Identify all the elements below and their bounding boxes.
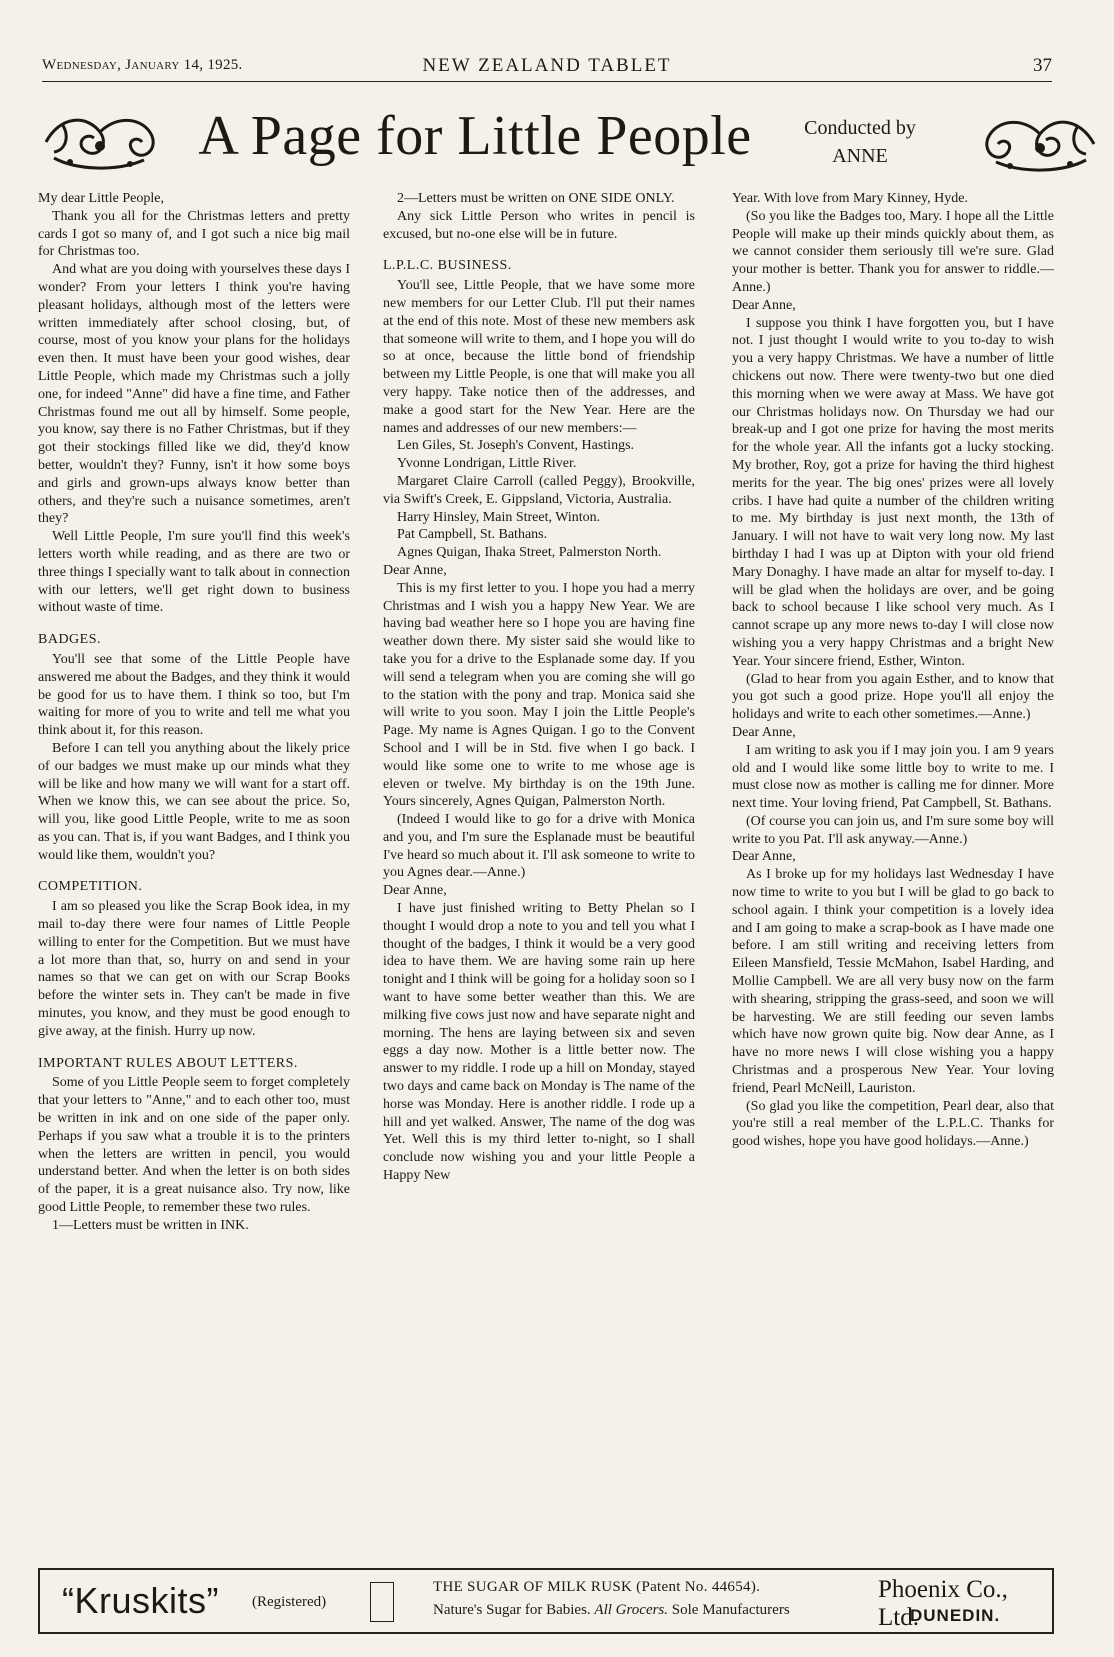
paragraph: Any sick Little Person who writes in pencil is excused, but no-one else will be in future. (383, 208, 695, 242)
rule-item: 2—Letters must be written on ONE SIDE ONLY. (397, 191, 675, 206)
paragraph: You'll see that some of the Little People have answered me about the Badges, and they think it would be good for us to have them. I think so too, but I'm waiting for more of you to write and tell me what you think about it, for this reason. (38, 651, 350, 739)
byline-name: ANNE (832, 145, 888, 167)
paragraph: Well Little People, I'm sure you'll find this week's letters worth while reading, and as there are two or three things I specially want to talk about in connection with our letters, we'll get right down to business without waste of time. (38, 529, 350, 616)
letter-salutation: Dear Anne, (383, 562, 447, 578)
ad-tagline-a: Nature's Sugar for Babies. (433, 1602, 595, 1618)
letter-salutation: Dear Anne, (732, 297, 796, 313)
ad-registered: (Registered) (252, 1594, 327, 1610)
section-heading-badges: BADGES. (38, 632, 102, 648)
editor-reply: (Glad to hear from you again Esther, and to know that you got such a good prize. Hope you'll all enjoy the holidays and write to each other sometimes.—Anne.) (732, 671, 1054, 723)
column-2 (383, 190, 695, 1185)
letter-salutation: Dear Anne, (383, 883, 447, 899)
editor-reply: (So glad you like the competition, Pearl dear, also that you're still a real member of the L.P.L.C. Thanks for good wishes, hope you have good holidays.—Anne.) (732, 1098, 1054, 1150)
member-entry: Yvonne Londrigan, Little River. (397, 456, 577, 472)
column-3 (732, 190, 1054, 1151)
ad-brand: “Kruskits” (62, 1580, 219, 1621)
letter-body: As I broke up for my holidays last Wednesday I have now time to write to you but I will be glad to go back to school again. I think your competition is a lovely idea and I am going to make a scrap-book as I have made one before. I am still writing and receiving letters from Eileen Mansfield, Tessie McMahon, Isabel Harding, and Mollie Campbell. We are all very busy now on the farm with shearing, stripping the grass-seed, and soon we will be harvesting. We are still feeding our seven lambs which have now grown quite big. Now dear Anne, as I have no more news I will close wishing you a happy Christmas and a prosperous New Year. Your loving friend, Pearl McNeill, Lauriston. (732, 867, 1054, 1096)
byline (790, 114, 930, 170)
ad-box-icon (370, 1582, 394, 1622)
letter-salutation: Dear Anne, (732, 724, 796, 740)
member-entry: Pat Campbell, St. Bathans. (397, 527, 548, 543)
issue-date: Wednesday, January 14, 1925. (42, 57, 243, 73)
letter-body: I have just finished writing to Betty Phelan so I thought I would drop a note to you and tell you what I thought of the badges, I think it would be a very good idea to have them. We are having some rain up here tonight and I think will be going for a holiday soon so I want to have some better weather than this. We are milking five cows just now and have separate night and morning. The hens are laying between six and seven eggs a day now. Mother is a little better now. The answer to my riddle. I rode up a hill on Monday, stayed two days and came back on Monday is The name of the horse was Monday. Here is another riddle. I rode up a hill and yet walked. Answer, The name of the dog was Yet. Well this is my third letter to-night, so I shall conclude now wishing you and your little People a Happy New (383, 901, 695, 1184)
paragraph: Thank you all for the Christmas letters and pretty cards I got so many of, and I got such a nice big mail for Christmas too. (38, 208, 350, 260)
section-heading-competition: COMPETITION. (38, 879, 143, 895)
byline-conducted: Conducted by (804, 117, 916, 139)
editor-reply: (Indeed I would like to go for a drive with Monica and you, and I'm sure the Esplanade must be beautiful I've heard so much about it. I'll ask someone to write to you Agnes dear.—Anne.) (383, 812, 695, 881)
ad-tagline-c: Sole Manufacturers (668, 1602, 790, 1618)
ad-tagline-b: All Grocers. (594, 1602, 669, 1618)
salutation: My dear Little People, (38, 191, 164, 206)
editor-reply: (Of course you can join us, and I'm sure some boy will write to you Pat. I'll ask anyway.—Anne.) (732, 813, 1054, 847)
member-entry: Harry Hinsley, Main Street, Winton. (397, 509, 601, 525)
ad-product-line: THE SUGAR OF MILK RUSK (Patent No. 44654). (433, 1579, 761, 1595)
masthead (42, 55, 1052, 82)
page-number: 37 (1033, 55, 1052, 76)
page-title: A Page for Little People (198, 105, 752, 167)
rule-item: 1—Letters must be written in INK. (52, 1217, 249, 1233)
letter-body: Year. With love from Mary Kinney, Hyde. (732, 191, 968, 206)
letter-body: I suppose you think I have forgotten you, but I have not. I just thought I would write to you to-day to wish you a very happy Christmas. We have a number of little chickens out now. There were twenty-two but one died this morning when we were away at Mass. We have got our Christmas holidays now. On Thursday we had our break-up and I got one prize for having the most merits for the whole year. All the infants got a lucky stocking. My brother, Roy, got a prize for having the third highest merits for the year. The big ones' prizes were all lovely cribs. I have had quite a number of the children writing to me. My birthday is just next month, the 13th of January. I will not have to wait very long now. My last birthday I had I was up at Dipton with your old friend Mary Donaghy. I have made an altar for myself to-day. I will be glad when the holidays are over, and be going back to school because I like school very much. As I cannot scrape up any more news to-day I will close now wishing you a very happy Christmas and a bright New Year. Your sincere friend, Esther, Winton. (732, 315, 1054, 669)
ornament-scroll-left-icon (40, 106, 158, 178)
letter-salutation: Dear Anne, (732, 849, 796, 865)
ad-tagline (433, 1602, 790, 1619)
ad-company: Phoenix Co., Ltd. (878, 1576, 1008, 1631)
letter-body: This is my first letter to you. I hope you had a merry Christmas and I wish you a happy New Year. We are having bad weather here so I hope you are having fine weather down there. My sister said she would like to take you for a drive to the Esplanade some day. If you will send a telegram when you are coming she will go to the station with the pony and trap. Monica said she will write to you soon. May I join the Little People's Page. My name is Agnes Quigan. I go to the Convent School and I will be in Std. five when I go back. I would like some one to write to me whose age is eleven or twelve. My birthday is on the 19th June. Yours sincerely, Agnes Quigan, Palmerston North. (383, 580, 695, 810)
paragraph: You'll see, Little People, that we have some more new members for our Letter Club. I'll put their names at the end of this note. Most of these new members ask that someone will write to them, and I hope you will do so at once, because the little bond of friendship between my Little People, is one that will make you all very happy. Take notice then of the addresses, and make a good start for the New Year. Here are the names and addresses of our new members:— (383, 278, 695, 436)
page-header (20, 100, 1094, 186)
ornament-scroll-right-icon (982, 108, 1100, 180)
member-entry: Len Giles, St. Joseph's Convent, Hastings. (397, 438, 635, 454)
advertisement (38, 1568, 1054, 1634)
member-entry: Margaret Claire Carroll (called Peggy), Brookville, via Swift's Creek, E. Gippsland, Victoria, Australia. (383, 473, 695, 507)
ad-city: DUNEDIN. (910, 1606, 1001, 1625)
newspaper-name: NEW ZEALAND TABLET (422, 55, 672, 76)
letter-body: I am writing to ask you if I may join you. I am 9 years old and I would like some little boy to write to me. I must close now as mother is calling me for dinner. More next time. Your loving friend, Pat Campbell, St. Bathans. (732, 742, 1054, 812)
paragraph: Some of you Little People seem to forget completely that your letters to "Anne," and to each other too, must be written in ink and on one side of the paper only. Perhaps if you saw what a trouble it is to the printers when the letters are written in pencil, you would understand better. And when the letter is on both sides of the paper, it is a great nuisance also. Try now, like good Little People, to remember these two rules. (38, 1075, 350, 1216)
section-heading-rules: IMPORTANT RULES ABOUT LETTERS. (38, 1055, 298, 1071)
paragraph: I am so pleased you like the Scrap Book idea, in my mail to-day there were four names of Little People willing to enter for the Competition. But we must have a lot more than that, so, hurry on and send in your names so that we can get on with our Scrap Books before the winter sets in. They can't be made in five minutes, you know, and they must be good enough to give away, at the finish. Hurry up now. (38, 899, 350, 1039)
editor-reply: (So you like the Badges too, Mary. I hope all the Little People will make up their minds quickly about them, as we cannot consider them seriously till we're sure. Glad your mother is better. Thank you for answer to riddle.—Anne.) (732, 208, 1054, 295)
paragraph: And what are you doing with yourselves these days I wonder? From your letters I think you're having pleasant holidays, although most of the letters were written immediately after school closing, but, of course, most of you know your plans for the holidays even then. It must have been your good wishes, dear Little People, which made my Christmas such a jolly one, for indeed "Anne" did have a fine time, and Father Christmas found me out all by himself. Some people, you know, say there is no Father Christmas, but if they got their stockings filled like we did, they'd know better, wouldn't they? Funny, isn't it how some boys and girls and grown-ups always know better than others, and they're such a nuisance sometimes, aren't they? (38, 262, 350, 527)
member-entry: Agnes Quigan, Ihaka Street, Palmerston North. (397, 545, 662, 561)
section-heading-business: L.P.L.C. BUSINESS. (383, 258, 512, 274)
paragraph: Before I can tell you anything about the likely price of our badges we must make up our minds what they will be like and how many we will want for a start off. When we know this, we can see about the price. So, will you, like good Little People, write to me as soon as you can. That is, if you want Badges, and I think you would like them, wouldn't you? (38, 740, 350, 863)
column-1 (38, 190, 350, 1235)
